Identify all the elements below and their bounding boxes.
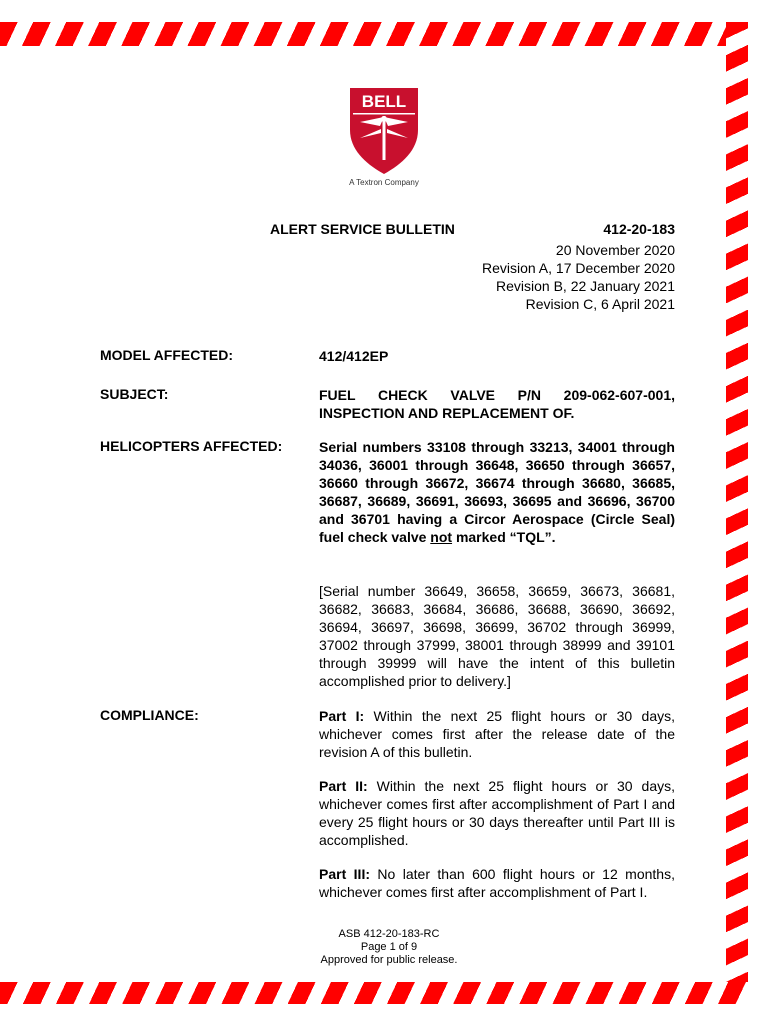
top-hazard-border — [0, 22, 748, 46]
footer-release: Approved for public release. — [320, 954, 458, 966]
revision-a-date: Revision A, 17 December 2020 — [482, 260, 675, 276]
page-footer — [0, 928, 768, 967]
footer-doc-id: ASB 412-20-183-RC — [338, 928, 440, 940]
right-hazard-border — [726, 22, 748, 1004]
bell-logo-text: BELL — [361, 92, 407, 111]
model-label: MODEL AFFECTED: — [100, 347, 233, 363]
helicopters-label: HELICOPTERS AFFECTED: — [100, 438, 283, 454]
issue-date: 20 November 2020 — [555, 242, 675, 258]
revision-c-date: Revision C, 6 April 2021 — [525, 296, 675, 312]
part-3-text: No later than 600 flight hours or 12 months, whichever comes first after accomplishment of Part I. — [319, 866, 675, 900]
helicopters-serials: Serial numbers 33108 through 33213, 34001 through 34036, 36001 through 36648, 36650 through 36657, 36660 through 36672, 36674 through 36680, 36685, 36687, 36689, 36691, 36693, 36695 and 36696, 36700 and 36701 having a Circor Aerospace (Circle Seal) fuel check valve — [319, 439, 675, 545]
model-value: 412/412EP — [319, 348, 389, 364]
subject-value: FUEL CHECK VALVE P/N 209-062-607-001, INSPECTION AND REPLACEMENT OF. — [319, 387, 675, 421]
part-1-text: Within the next 25 flight hours or 30 days, whichever comes first after the release date of the revision A of this bulletin. — [319, 708, 675, 760]
revision-dates — [482, 241, 675, 313]
footer-page-number: Page 1 of 9 — [360, 941, 418, 953]
bell-logo — [348, 86, 420, 176]
part-2-text: Within the next 25 flight hours or 30 days, whichever comes first after accomplishment of Part I and every 25 flight hours or 30 days thereafter until Part III is accomplished. — [319, 778, 675, 848]
helicopters-serials-end: marked “TQL”. — [452, 529, 556, 545]
part-3-head: Part III: — [319, 866, 370, 882]
textron-tagline: A Textron Company — [349, 178, 419, 187]
revision-b-date: Revision B, 22 January 2021 — [496, 278, 675, 294]
delivery-note: [Serial number 36649, 36658, 36659, 36673, 36681, 36682, 36683, 36684, 36686, 36688, 36690, 36692, 36694, 36697, 36698, 36699, 36702 through 36999, 37002 through 37999, 38001 through 38999 and 39101 through 39999 will have the intent of this bulletin accomplished prior to delivery.] — [319, 583, 675, 689]
compliance-label: COMPLIANCE: — [100, 707, 199, 723]
helicopters-value — [319, 438, 675, 546]
part-2-head: Part II: — [319, 778, 368, 794]
compliance-part-3 — [319, 865, 675, 901]
compliance-part-2 — [319, 777, 675, 849]
subject-label: SUBJECT: — [100, 386, 169, 402]
compliance-part-1 — [319, 707, 675, 761]
bulletin-title: ALERT SERVICE BULLETIN — [270, 221, 455, 237]
not-emphasis: not — [430, 529, 453, 545]
bulletin-number: 412-20-183 — [603, 221, 675, 237]
bottom-hazard-border — [0, 982, 748, 1004]
part-1-head: Part I: — [319, 708, 365, 724]
